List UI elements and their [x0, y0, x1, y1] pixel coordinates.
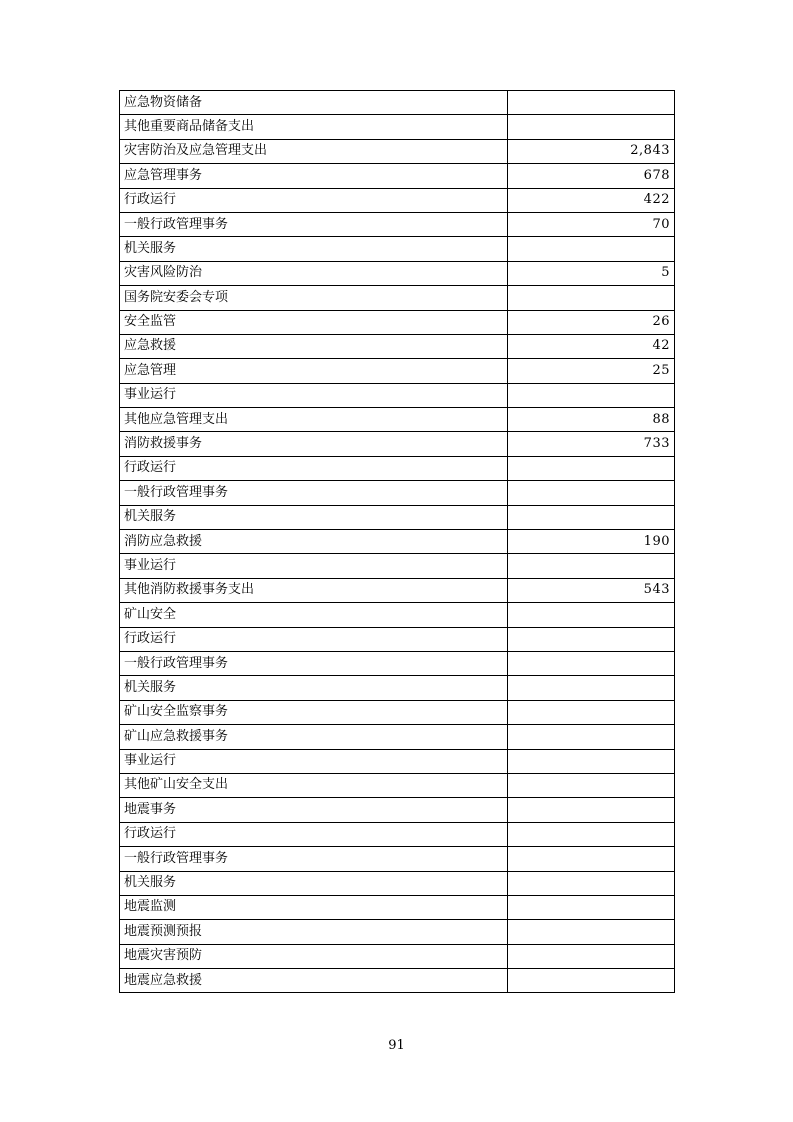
table-cell-label: 行政运行 — [120, 456, 508, 480]
table-cell-label: 行政运行 — [120, 822, 508, 846]
table-cell-label: 安全监管 — [120, 310, 508, 334]
table-cell-value — [508, 456, 675, 480]
table-row — [120, 212, 675, 236]
table-cell-label: 地震事务 — [120, 798, 508, 822]
table-cell-label: 其他重要商品储备支出 — [120, 115, 508, 139]
table-cell-value — [508, 603, 675, 627]
table-cell-value — [508, 651, 675, 675]
table-row — [120, 651, 675, 675]
table-cell-label: 机关服务 — [120, 871, 508, 895]
table-row — [120, 481, 675, 505]
table-cell-label: 灾害风险防治 — [120, 261, 508, 285]
table-cell-value — [508, 725, 675, 749]
table-cell-value: 5 — [508, 261, 675, 285]
table-row — [120, 383, 675, 407]
table-cell-label: 行政运行 — [120, 627, 508, 651]
table-cell-label: 消防应急救援 — [120, 530, 508, 554]
table-cell-label: 应急物资储备 — [120, 91, 508, 115]
table-row — [120, 286, 675, 310]
table-row — [120, 456, 675, 480]
table-cell-label: 国务院安委会专项 — [120, 286, 508, 310]
table-cell-value — [508, 847, 675, 871]
table-cell-value: 422 — [508, 188, 675, 212]
table-row — [120, 261, 675, 285]
table-cell-value: 88 — [508, 408, 675, 432]
page-number: 91 — [388, 1038, 405, 1053]
table-cell-value — [508, 969, 675, 993]
table-cell-label: 应急救援 — [120, 334, 508, 358]
table-row — [120, 188, 675, 212]
table-row — [120, 847, 675, 871]
table-cell-value: 26 — [508, 310, 675, 334]
table-cell-value: 42 — [508, 334, 675, 358]
table-row — [120, 530, 675, 554]
table-row — [120, 725, 675, 749]
table-cell-value — [508, 237, 675, 261]
table-cell-value — [508, 798, 675, 822]
table-cell-value — [508, 91, 675, 115]
table-cell-value: 678 — [508, 164, 675, 188]
table-cell-value — [508, 920, 675, 944]
table-cell-value: 70 — [508, 212, 675, 236]
table-cell-value — [508, 676, 675, 700]
table-cell-value — [508, 286, 675, 310]
table-row — [120, 359, 675, 383]
table-cell-label: 其他矿山安全支出 — [120, 773, 508, 797]
table-row — [120, 603, 675, 627]
table-cell-label: 应急管理 — [120, 359, 508, 383]
table-cell-label: 矿山安全监察事务 — [120, 700, 508, 724]
table-cell-label: 地震预测预报 — [120, 920, 508, 944]
table-row — [120, 944, 675, 968]
table-cell-value: 190 — [508, 530, 675, 554]
table-row — [120, 578, 675, 602]
table-cell-value — [508, 822, 675, 846]
table-row — [120, 895, 675, 919]
table-cell-value: 25 — [508, 359, 675, 383]
table-cell-label: 其他应急管理支出 — [120, 408, 508, 432]
table-cell-label: 消防救援事务 — [120, 432, 508, 456]
table-row — [120, 408, 675, 432]
table-cell-label: 事业运行 — [120, 383, 508, 407]
table-cell-label: 事业运行 — [120, 749, 508, 773]
table-cell-value — [508, 749, 675, 773]
budget-table-container — [119, 90, 674, 993]
table-cell-value — [508, 481, 675, 505]
table-cell-label: 矿山安全 — [120, 603, 508, 627]
table-cell-value — [508, 773, 675, 797]
table-cell-label: 事业运行 — [120, 554, 508, 578]
table-cell-label: 一般行政管理事务 — [120, 481, 508, 505]
table-cell-value — [508, 115, 675, 139]
table-cell-value — [508, 700, 675, 724]
table-cell-value — [508, 383, 675, 407]
table-cell-label: 矿山应急救援事务 — [120, 725, 508, 749]
table-cell-label: 一般行政管理事务 — [120, 847, 508, 871]
table-row — [120, 432, 675, 456]
table-cell-label: 一般行政管理事务 — [120, 651, 508, 675]
table-cell-label: 应急管理事务 — [120, 164, 508, 188]
table-row — [120, 676, 675, 700]
table-cell-value — [508, 627, 675, 651]
table-cell-value — [508, 871, 675, 895]
table-row — [120, 920, 675, 944]
table-cell-label: 机关服务 — [120, 505, 508, 529]
table-cell-label: 机关服务 — [120, 676, 508, 700]
table-row — [120, 773, 675, 797]
table-cell-label: 一般行政管理事务 — [120, 212, 508, 236]
table-cell-label: 地震监测 — [120, 895, 508, 919]
table-cell-value: 543 — [508, 578, 675, 602]
table-row — [120, 164, 675, 188]
table-row — [120, 822, 675, 846]
table-cell-label: 机关服务 — [120, 237, 508, 261]
table-cell-label: 灾害防治及应急管理支出 — [120, 139, 508, 163]
table-cell-value — [508, 554, 675, 578]
table-cell-value: 2,843 — [508, 139, 675, 163]
table-row — [120, 139, 675, 163]
table-row — [120, 334, 675, 358]
table-row — [120, 969, 675, 993]
table-row — [120, 554, 675, 578]
table-cell-value — [508, 505, 675, 529]
table-cell-label: 地震灾害预防 — [120, 944, 508, 968]
table-row — [120, 627, 675, 651]
table-row — [120, 749, 675, 773]
table-row — [120, 115, 675, 139]
table-cell-label: 地震应急救援 — [120, 969, 508, 993]
table-row — [120, 91, 675, 115]
table-cell-value: 733 — [508, 432, 675, 456]
table-row — [120, 700, 675, 724]
table-row — [120, 237, 675, 261]
table-cell-label: 其他消防救援事务支出 — [120, 578, 508, 602]
table-row — [120, 310, 675, 334]
table-row — [120, 505, 675, 529]
table-cell-value — [508, 944, 675, 968]
budget-table-body — [120, 91, 675, 993]
table-row — [120, 798, 675, 822]
table-row — [120, 871, 675, 895]
table-cell-value — [508, 895, 675, 919]
table-cell-label: 行政运行 — [120, 188, 508, 212]
budget-table — [119, 90, 675, 993]
